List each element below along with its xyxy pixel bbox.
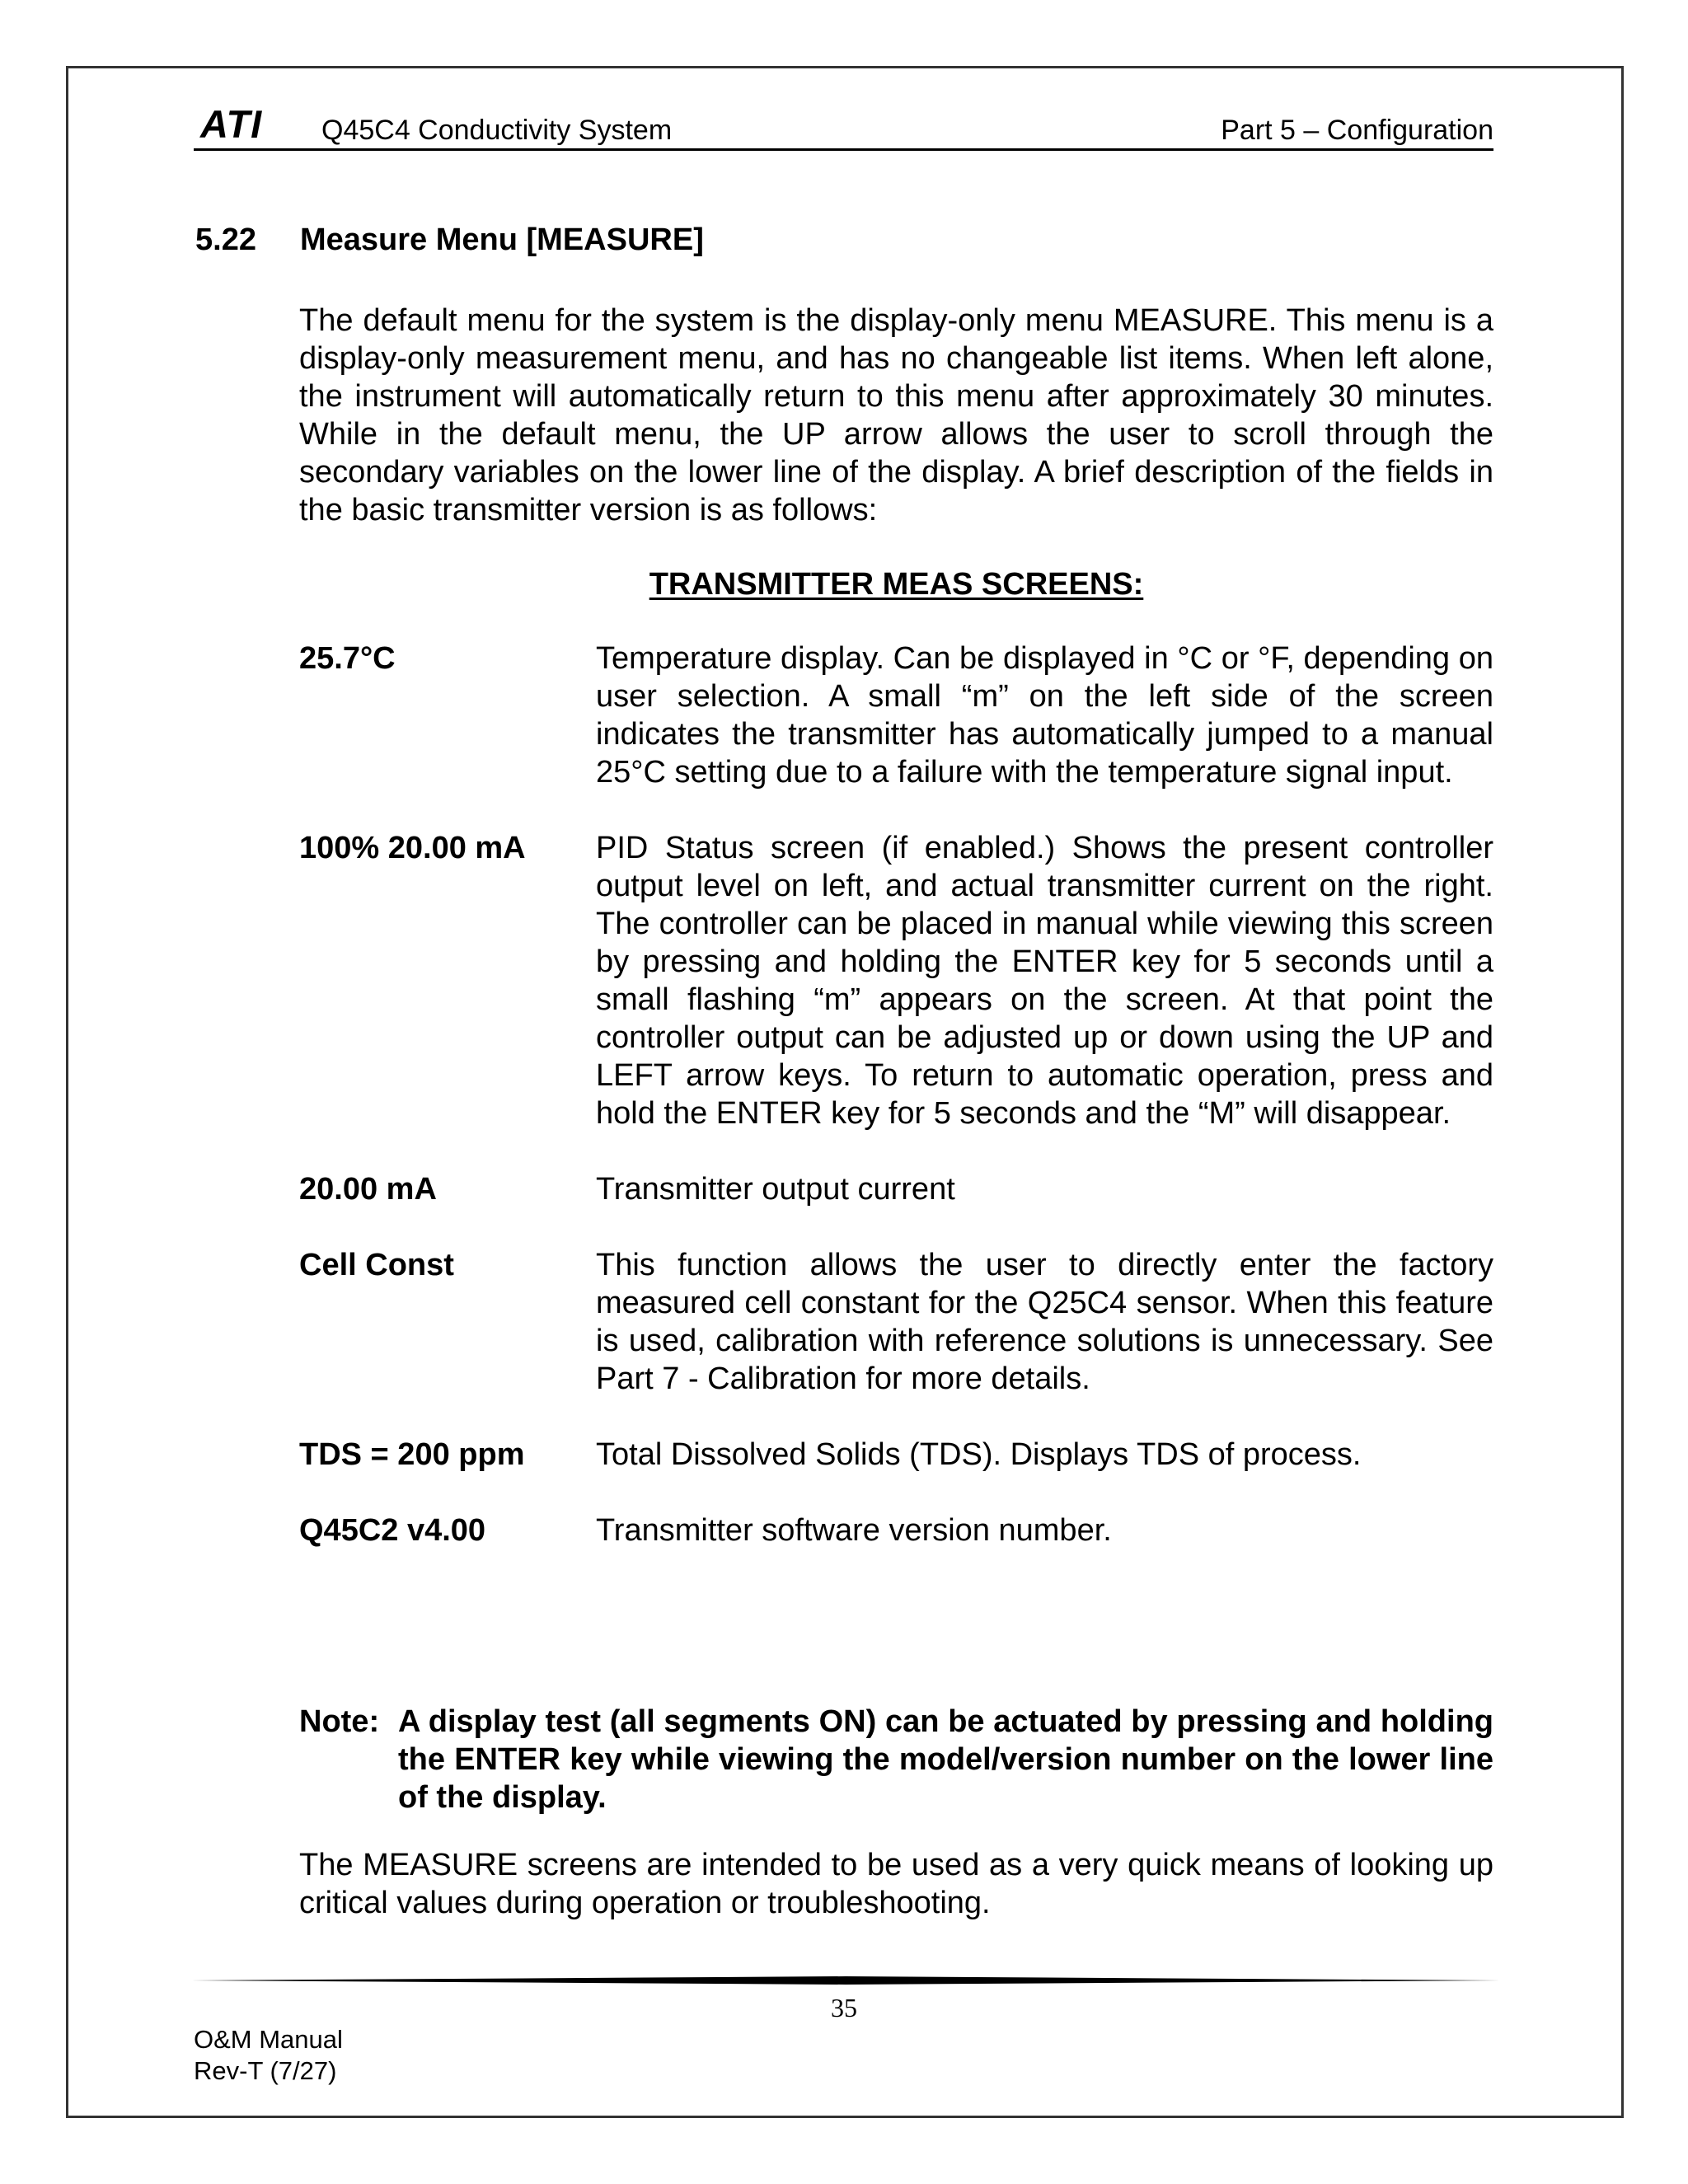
definition-description: Temperature display. Can be displayed in °C or °F, depending on user selection. A small “m” on the left side of the screen indicates the transmitter has automatically jumped to a manual 25°C setting due to a failure with the temperature signal input.: [596, 641, 1493, 790]
definition-term: Q45C2 v4.00: [299, 1513, 486, 1548]
section-heading: [195, 221, 1493, 259]
definition-description: Transmitter software version number.: [596, 1513, 1112, 1548]
screens-heading: TRANSMITTER MEAS SCREENS:: [649, 567, 1144, 602]
note-text: A display test (all segments ON) can be actuated by pressing and holding the ENTER key while viewing the model/version number on the lower line of the display.: [398, 1704, 1493, 1815]
definition-description: This function allows the user to directly enter the factory measured cell constant for the Q25C4 sensor. When this feature is used, calibration with reference solutions is unnecessary. See Part 7 - Calibration for more details.: [596, 1248, 1493, 1396]
definition-term: 100% 20.00 mA: [299, 831, 526, 865]
note-block: [299, 1703, 1493, 1816]
definition-description: Transmitter output current: [596, 1172, 955, 1207]
definition-list: [299, 640, 1493, 1587]
definition-item: [299, 1511, 1493, 1549]
footer-revision: Rev-T (7/27): [194, 2056, 337, 2085]
section-number: 5.22: [195, 223, 256, 257]
definition-item: [299, 1170, 1493, 1208]
closing-paragraph: The MEASURE screens are intended to be used as a very quick means of looking up critical values during operation or troubleshooting.: [299, 1848, 1493, 1920]
definition-item: [299, 829, 1493, 1132]
part-title: Part 5 – Configuration: [1221, 115, 1493, 146]
page-number: 35: [831, 1993, 857, 2022]
definition-description: Total Dissolved Solids (TDS). Displays TDS of process.: [596, 1437, 1362, 1472]
definition-item: [299, 1436, 1493, 1474]
document-title: Q45C4 Conductivity System: [321, 115, 673, 146]
definition-term: Cell Const: [299, 1248, 454, 1282]
intro-paragraph: The default menu for the system is the display-only menu MEASURE. This menu is a display-only measurement menu, and has no changeable list items. When left alone, the instrument will automatically return to this menu after approximately 30 minutes. While in the default menu, the UP arrow allows the user to scroll through the secondary variables on the lower line of the display. A brief description of the fields in the basic transmitter version is as follows:: [299, 303, 1493, 527]
definition-term: TDS = 200 ppm: [299, 1437, 525, 1472]
definition-term: 25.7°C: [299, 641, 396, 676]
brand-logo: ATI: [200, 102, 263, 146]
page-header: [194, 102, 1493, 151]
note-label: Note:: [299, 1704, 380, 1739]
definition-item: [299, 640, 1493, 791]
definition-description: PID Status screen (if enabled.) Shows the present controller output level on left, and actual transmitter current on the right. The controller can be placed in manual while viewing this screen by pressing and holding the ENTER key for 5 seconds until a small flashing “m” appears on the screen. At that point the controller output can be adjusted up or down using the UP and LEFT arrow keys. To return to automatic operation, press and hold the ENTER key for 5 seconds and the “M” will disappear.: [596, 831, 1493, 1131]
definition-term: 20.00 mA: [299, 1172, 437, 1207]
section-title: Measure Menu [MEASURE]: [300, 223, 704, 257]
definition-item: [299, 1246, 1493, 1398]
footer-manual-label: O&M Manual: [194, 2025, 343, 2054]
footer-rule: [191, 1976, 1500, 1985]
